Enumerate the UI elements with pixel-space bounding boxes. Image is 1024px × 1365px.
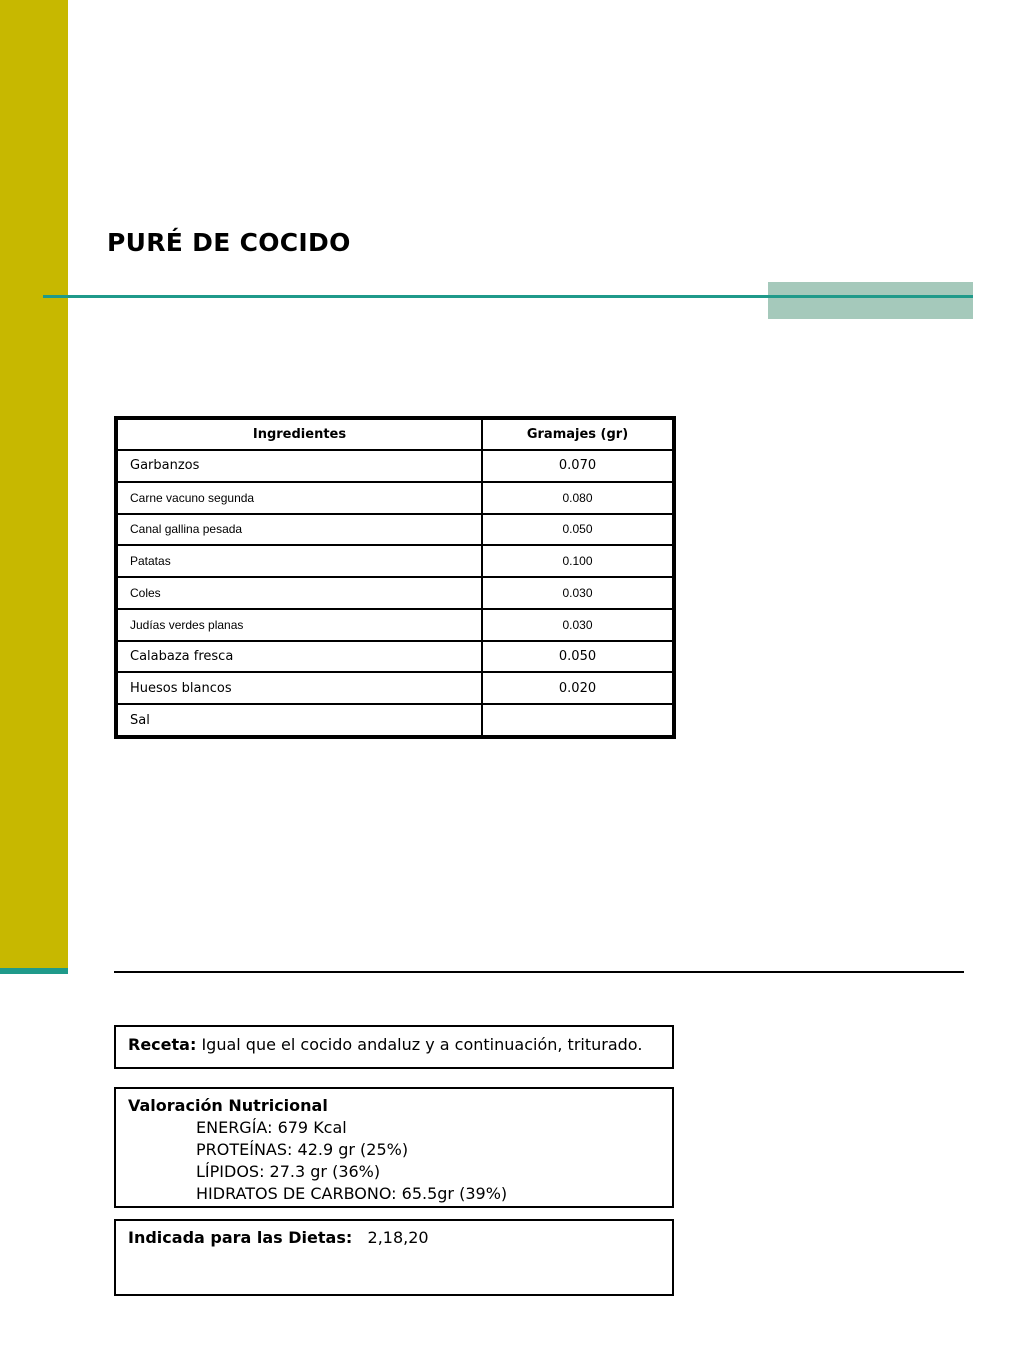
ingredients-column-header: Ingredientes [117,419,482,450]
ingredients-table [114,416,676,739]
sidebar-decoration [0,0,68,968]
title-underline [43,295,973,298]
table-row [117,514,673,546]
title-accent-block [768,282,973,319]
nutrition-heading: Valoración Nutricional [128,1096,328,1115]
ingredient-cell: Coles [117,577,482,609]
nutrition-lines [196,1117,507,1205]
diets-box [114,1219,674,1296]
nutrition-energy: ENERGÍA: 679 Kcal [196,1118,347,1137]
grams-cell: 0.020 [482,672,673,704]
ingredient-cell: Carne vacuno segunda [117,482,482,514]
nutrition-box [114,1087,674,1208]
table-row [117,545,673,577]
section-divider [114,971,964,973]
table-row [117,450,673,482]
grams-cell [482,704,673,736]
ingredient-cell: Garbanzos [117,450,482,482]
table-row [117,482,673,514]
ingredient-cell: Huesos blancos [117,672,482,704]
grams-cell: 0.030 [482,577,673,609]
recipe-box [114,1025,674,1069]
recipe-label: Receta: [128,1035,197,1054]
table-row [117,641,673,673]
ingredient-cell: Judías verdes planas [117,609,482,641]
sidebar-foot-decoration [0,968,68,974]
page-title: PURÉ DE COCIDO [107,228,351,257]
ingredient-cell: Sal [117,704,482,736]
nutrition-proteins: PROTEÍNAS: 42.9 gr (25%) [196,1140,409,1159]
nutrition-lipids: LÍPIDOS: 27.3 gr (36%) [196,1162,381,1181]
diets-value: 2,18,20 [367,1228,429,1247]
diets-label: Indicada para las Dietas: [128,1228,353,1247]
grams-cell: 0.050 [482,514,673,546]
nutrition-carbohydrates: HIDRATOS DE CARBONO: 65.5gr (39%) [196,1184,508,1203]
diets-text [128,1227,429,1249]
table-header-row [117,419,673,450]
grams-cell: 0.080 [482,482,673,514]
recipe-text [128,1034,642,1056]
table-row [117,577,673,609]
grams-column-header: Gramajes (gr) [482,419,673,450]
recipe-description: Igual que el cocido andaluz y a continuación, triturado. [196,1035,643,1054]
grams-cell: 0.070 [482,450,673,482]
table-row [117,609,673,641]
ingredient-cell: Calabaza fresca [117,641,482,673]
ingredient-cell: Patatas [117,545,482,577]
grams-cell: 0.030 [482,609,673,641]
table-row [117,672,673,704]
table-row [117,704,673,736]
grams-cell: 0.050 [482,641,673,673]
ingredient-cell: Canal gallina pesada [117,514,482,546]
grams-cell: 0.100 [482,545,673,577]
